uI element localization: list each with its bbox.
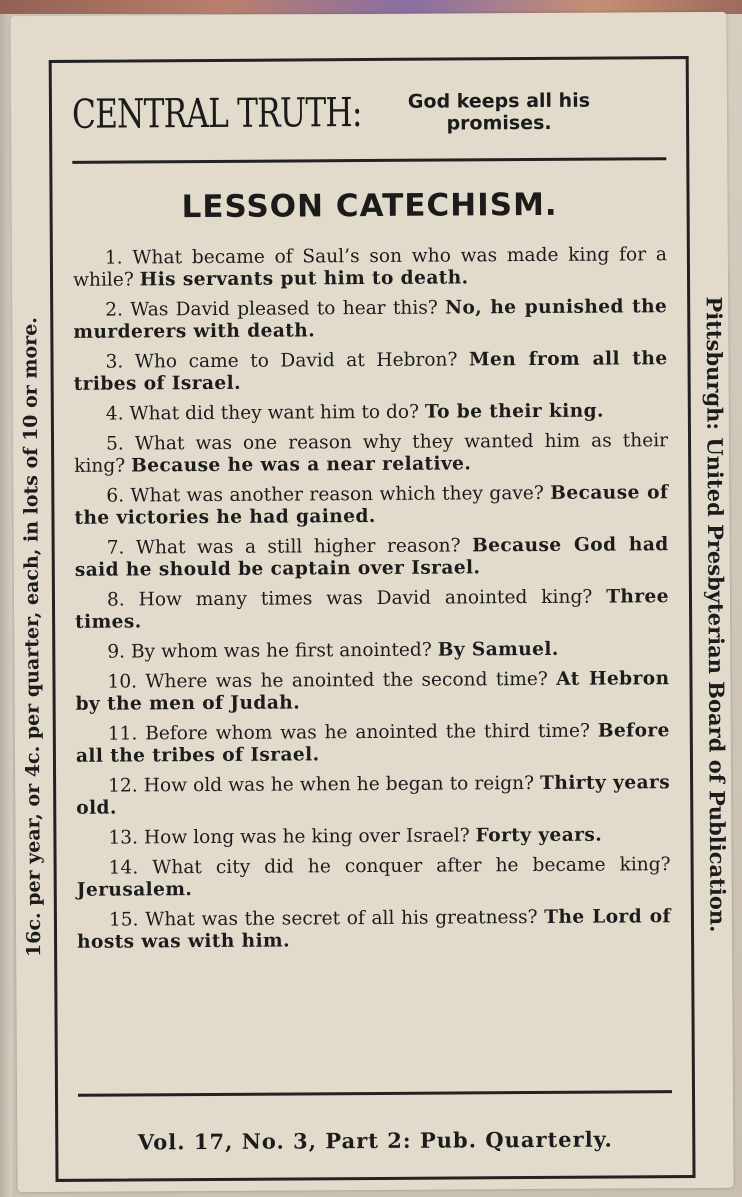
item-answer: At Hebron by the men of Judah.: [75, 668, 670, 715]
item-question: What was another reason which they gave?: [130, 482, 544, 507]
catechism-item: [76, 824, 670, 850]
catechism-item: [73, 244, 667, 292]
catechism-item: [76, 772, 670, 820]
item-number: 1.: [104, 247, 123, 269]
catechism-item: [77, 906, 671, 954]
item-answer: Thirty years old.: [76, 772, 671, 819]
catechism-item: [75, 586, 669, 634]
item-answer: Because he was a near relative.: [131, 453, 472, 477]
item-answer: Because of the victories he had gained.: [74, 482, 669, 529]
item-question: What was a still higher reason?: [135, 535, 461, 559]
catechism-item: [75, 534, 669, 582]
item-question: What did they want him to do?: [129, 401, 420, 425]
catechism-item: [77, 854, 671, 902]
item-answer: Three times.: [75, 586, 670, 633]
item-question: How long was he king over Israel?: [143, 825, 470, 849]
item-answer: Before all the tribes of Israel.: [75, 720, 670, 767]
item-number: 14.: [108, 857, 139, 879]
central-truth-label: CENTRAL TRUTH:: [71, 90, 362, 138]
catechism-item: [74, 400, 668, 426]
item-question: What city did he conquer after he became king?: [152, 854, 671, 879]
item-answer: His servants put him to death.: [139, 267, 469, 291]
background-edge: [0, 14, 12, 1197]
item-number: 12.: [108, 775, 138, 797]
item-question: What was the secret of all his greatness?: [145, 906, 538, 931]
price-note: 16c. per year, or 4c. per quarter, each, in lots of 10 or more.: [19, 317, 46, 958]
catechism-item: [74, 482, 668, 530]
item-answer: To be their king.: [424, 400, 604, 423]
card-content: [52, 59, 693, 1179]
lesson-title: LESSON CATECHISM.: [181, 186, 558, 226]
item-question: What became of Saul’s son who was made king for a while?: [72, 244, 667, 291]
catechism-item: [75, 638, 669, 664]
item-answer: Forty years.: [475, 824, 603, 847]
item-number: 10.: [107, 671, 138, 693]
item-question: By whom was he first anointed?: [130, 639, 432, 663]
item-question: What was one reason why they wanted him as their king?: [74, 430, 669, 477]
item-number: 13.: [108, 827, 139, 849]
card-frame: [49, 56, 696, 1182]
item-question: How many times was David anointed king?: [138, 586, 593, 611]
item-answer: Because God had said he should be captain over Israel.: [74, 534, 669, 581]
item-number: 11.: [107, 723, 138, 745]
volume-footer: Vol. 17, No. 3, Part 2: Pub. Quarterly.: [137, 1126, 613, 1155]
item-number: 6.: [106, 485, 125, 507]
catechism-item: [75, 668, 669, 716]
item-answer: No, he punished the murderers with death.: [73, 296, 668, 343]
item-answer: Jerusalem.: [76, 879, 193, 901]
item-answer: The Lord of hosts was with him.: [77, 906, 671, 953]
item-question: Before whom was he anointed the third time?: [145, 720, 591, 745]
catechism-item: [73, 296, 667, 344]
item-number: 9.: [107, 641, 126, 663]
catechism-card: [10, 12, 733, 1192]
item-number: 2.: [105, 299, 124, 321]
header-divider: [72, 157, 666, 164]
catechism-item: [73, 348, 667, 396]
item-answer: By Samuel.: [437, 638, 559, 661]
item-answer: Men from all the tribes of Israel.: [73, 348, 668, 395]
item-question: Who came to David at Hebron?: [134, 349, 458, 373]
catechism-item: [76, 720, 670, 768]
item-number: 4.: [105, 403, 124, 425]
item-number: 8.: [106, 589, 125, 611]
footer-divider: [78, 1090, 672, 1097]
central-truth-text: God keeps all his promises.: [407, 89, 591, 135]
item-question: How old was he when he began to reign?: [143, 773, 535, 797]
publisher-note: Pittsburgh: United Presbyterian Board of Publication.: [701, 296, 731, 933]
item-question: Where was he anointed the second time?: [145, 668, 548, 693]
item-number: 15.: [108, 909, 139, 931]
item-number: 7.: [106, 537, 125, 559]
central-truth-header: [72, 59, 667, 147]
item-question: Was David pleased to hear this?: [130, 297, 438, 321]
catechism-item: [74, 430, 668, 478]
catechism-list: [73, 244, 671, 954]
item-number: 3.: [105, 351, 124, 373]
item-number: 5.: [105, 433, 124, 455]
